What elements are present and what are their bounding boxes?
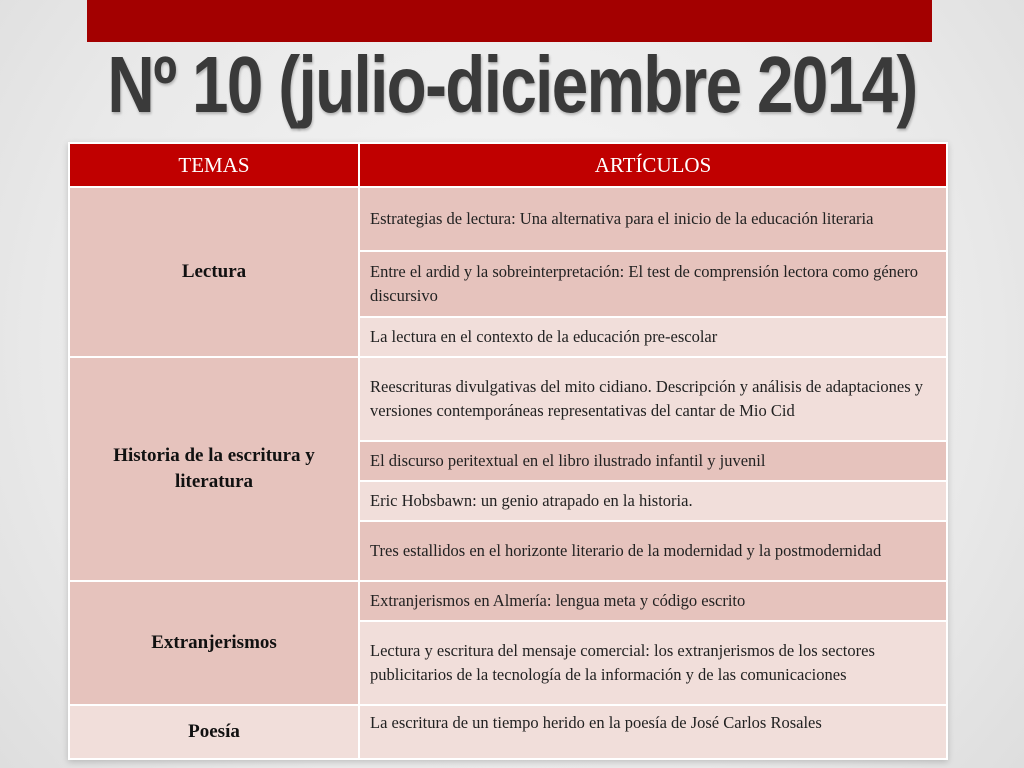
topic-lectura: Lectura [69,187,359,357]
header-temas: TEMAS [69,143,359,187]
table-row [69,705,947,759]
table-row [69,581,947,621]
article-cell: Tres estallidos en el horizonte literario de la modernidad y la postmodernidad [359,521,947,581]
article-cell: La lectura en el contexto de la educación pre-escolar [359,317,947,357]
article-cell: La escritura de un tiempo herido en la poesía de José Carlos Rosales [359,705,947,759]
header-articulos: ARTÍCULOS [359,143,947,187]
top-accent-band [87,0,932,42]
slide-title: Nº 10 (julio-diciembre 2014) [107,40,917,129]
table-row [69,187,947,251]
article-cell: Reescrituras divulgativas del mito cidiano. Descripción y análisis de adaptaciones y versiones contemporáneas representativas del cantar de Mio Cid [359,357,947,441]
topic-historia: Historia de la escritura y literatura [69,357,359,581]
topic-extranjerismos: Extranjerismos [69,581,359,705]
topic-poesia: Poesía [69,705,359,759]
articles-table [68,142,948,760]
table-header-row [69,143,947,187]
article-cell: Eric Hobsbawn: un genio atrapado en la historia. [359,481,947,521]
article-cell: El discurso peritextual en el libro ilustrado infantil y juvenil [359,441,947,481]
article-cell: Lectura y escritura del mensaje comercial: los extranjerismos de los sectores publicitarios de la tecnología de la información y de las comunicaciones [359,621,947,705]
article-cell: Estrategias de lectura: Una alternativa para el inicio de la educación literaria [359,187,947,251]
table-row [69,357,947,441]
article-cell: Extranjerismos en Almería: lengua meta y código escrito [359,581,947,621]
article-cell: Entre el ardid y la sobreinterpretación: El test de comprensión lectora como género discursivo [359,251,947,317]
